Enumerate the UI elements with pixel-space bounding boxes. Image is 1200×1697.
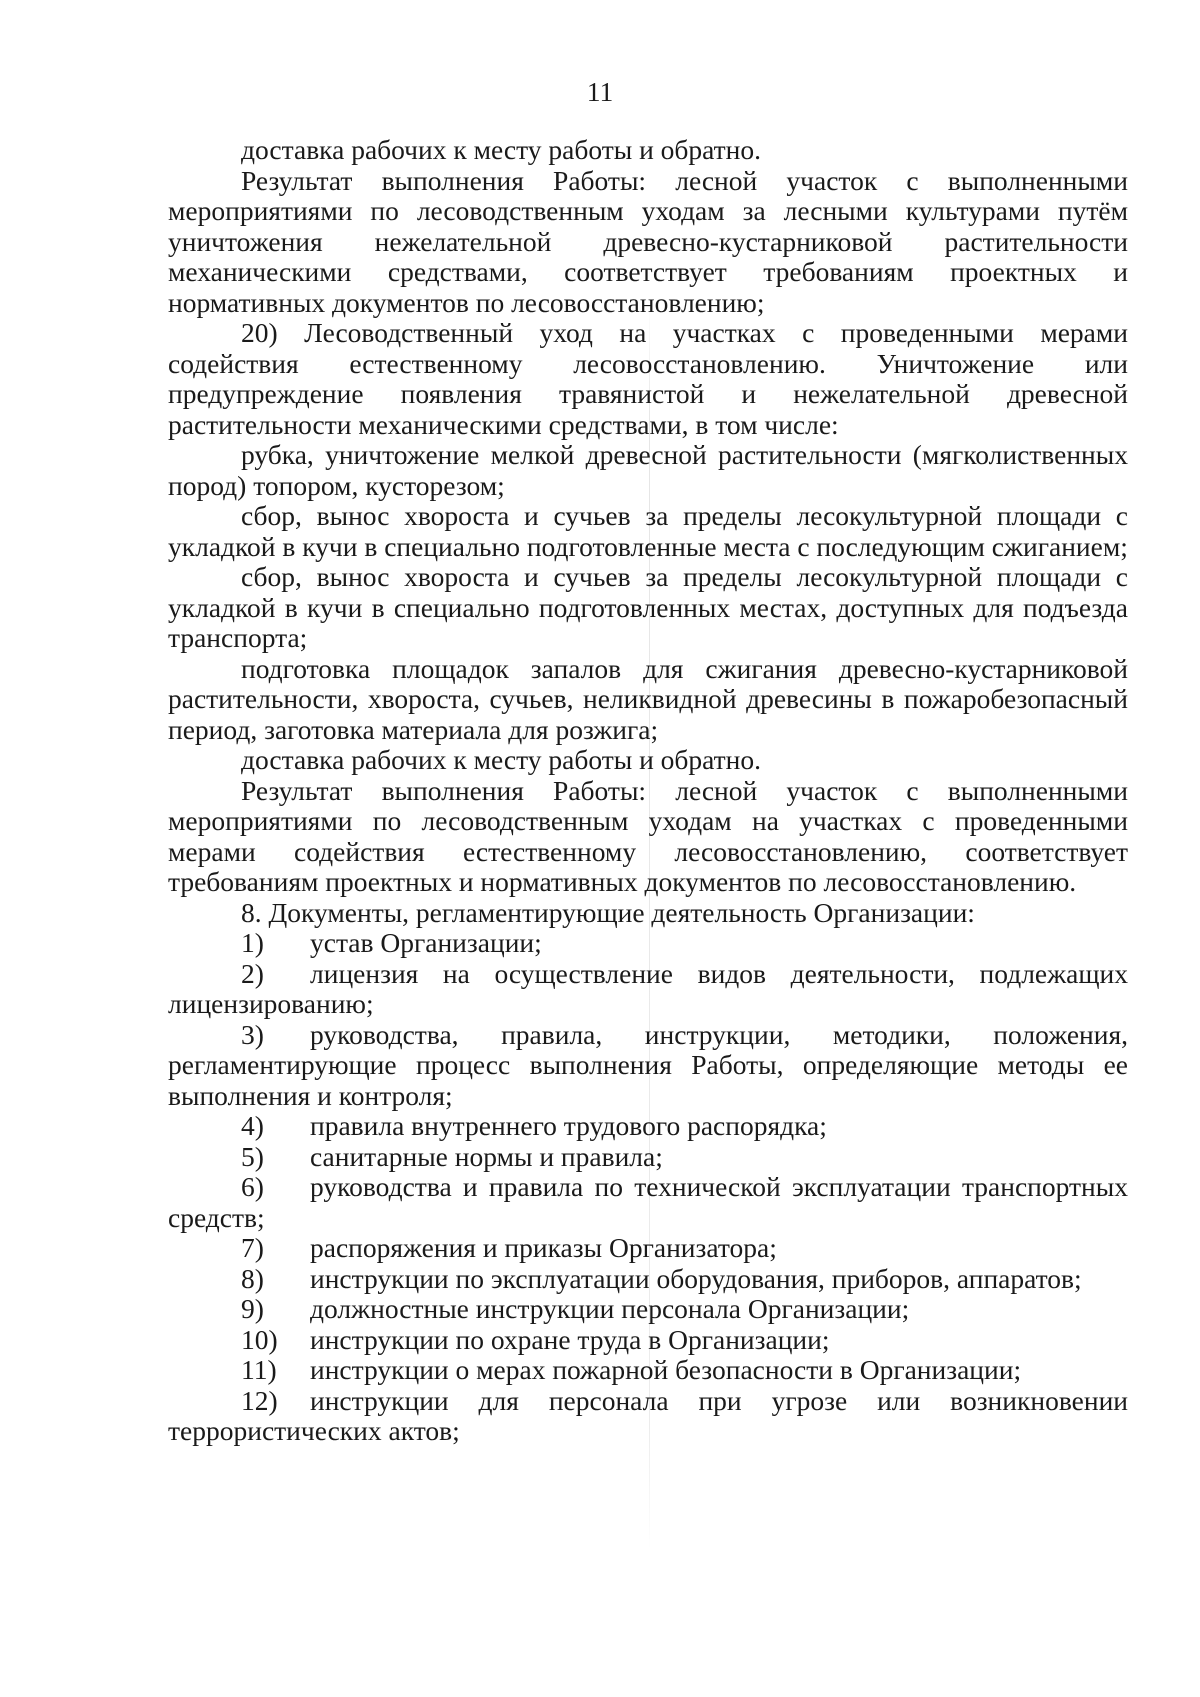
list-item-text: распоряжения и приказы Организатора; (310, 1232, 777, 1263)
list-item-number: 6) (241, 1171, 264, 1202)
list-item (168, 1325, 1128, 1356)
list-item-text: лицензия на осуществление видов деятельности, подлежащих лицензированию; (168, 957, 1128, 1019)
list-item (168, 1020, 1128, 1112)
list-item-number: 11) (241, 1354, 277, 1385)
list-item-number: 12) (241, 1384, 278, 1416)
paragraph: Результат выполнения Работы: лесной участок с выполненными мероприятиями по лесоводственным уходам за лесными культурами путём уничтожения нежелательной древесно-кустарниковой растительности механическими средствами, соответствует требованиям проектных и нормативных документов по лесовосстановлению; (168, 164, 1128, 318)
paragraph: Результат выполнения Работы: лесной участок с выполненными мероприятиями по лесоводственным уходам на участках с проведенными мерами содействия естественному лесовосстановлению, соответствует требованиям проектных и нормативных документов по лесовосстановлению. (168, 774, 1128, 897)
list-item (168, 1294, 1128, 1325)
list-item (168, 1386, 1128, 1447)
list-item (168, 1355, 1128, 1386)
list-item (168, 1111, 1128, 1142)
list-item-number: 10) (241, 1323, 278, 1355)
list-item (168, 1264, 1128, 1295)
section-heading: 8. Документы, регламентирующие деятельность Организации: (241, 896, 975, 928)
list-item-number: 1) (241, 927, 264, 958)
documents-list (168, 928, 1128, 1447)
list-item-text: инструкции по эксплуатации оборудования, приборов, аппаратов; (310, 1262, 1082, 1294)
list-item-text: инструкции о мерах пожарной безопасности в Организации; (310, 1354, 1022, 1385)
list-item-text: правила внутреннего трудового распорядка; (310, 1110, 827, 1141)
list-item-number: 5) (241, 1140, 264, 1172)
list-item-number: 9) (241, 1293, 264, 1324)
list-item-number: 4) (241, 1110, 264, 1141)
document-body (168, 135, 1128, 1447)
list-item-number: 2) (241, 957, 264, 989)
list-item-text: инструкции по охране труда в Организации; (310, 1323, 830, 1355)
list-item-number: 7) (241, 1232, 264, 1263)
paragraph: 20) Лесоводственный уход на участках с проведенными мерами содействия естественному лесовосстановлению. Уничтожение или предупреждение появления травянистой и нежелательной древесной растительности механическими средствами, в том числе: (168, 317, 1128, 440)
list-item-number: 3) (241, 1018, 264, 1050)
list-item (168, 959, 1128, 1020)
paragraph: сбор, вынос хвороста и сучьев за пределы лесокультурной площади с укладкой в кучи в специально подготовленные места с последующим сжиганием; (168, 500, 1128, 562)
paragraph: рубка, уничтожение мелкой древесной растительности (мягколиственных пород) топором, кусторезом; (168, 439, 1128, 501)
list-item (168, 928, 1128, 959)
list-item-text: устав Организации; (310, 927, 542, 958)
list-item-text: руководства и правила по технической эксплуатации транспортных средств; (168, 1171, 1128, 1233)
page-number: 11 (586, 76, 614, 107)
list-item-text: руководства, правила, инструкции, методики, положения, регламентирующие процесс выполнения Работы, определяющие методы ее выполнения и контроля; (168, 1018, 1128, 1111)
list-item (168, 1172, 1128, 1233)
list-item (168, 1142, 1128, 1173)
paragraph: доставка рабочих к месту работы и обратно. (241, 134, 762, 165)
list-item-text: санитарные нормы и правила; (310, 1140, 663, 1172)
paragraph: сбор, вынос хвороста и сучьев за пределы лесокультурной площади с укладкой в кучи в специально подготовленных местах, доступных для подъезда транспорта; (168, 561, 1128, 653)
list-item-number: 8) (241, 1262, 264, 1294)
list-item (168, 1233, 1128, 1264)
paragraph: доставка рабочих к месту работы и обратно. (241, 744, 762, 775)
paragraph: подготовка площадок запалов для сжигания древесно-кустарниковой растительности, хвороста, сучьев, неликвидной древесины в пожаробезопасный период, заготовка материала для розжига; (168, 652, 1128, 745)
list-item-text: инструкции для персонала при угрозе или возникновении террористических актов; (168, 1384, 1128, 1446)
list-item-text: должностные инструкции персонала Организации; (310, 1293, 910, 1324)
